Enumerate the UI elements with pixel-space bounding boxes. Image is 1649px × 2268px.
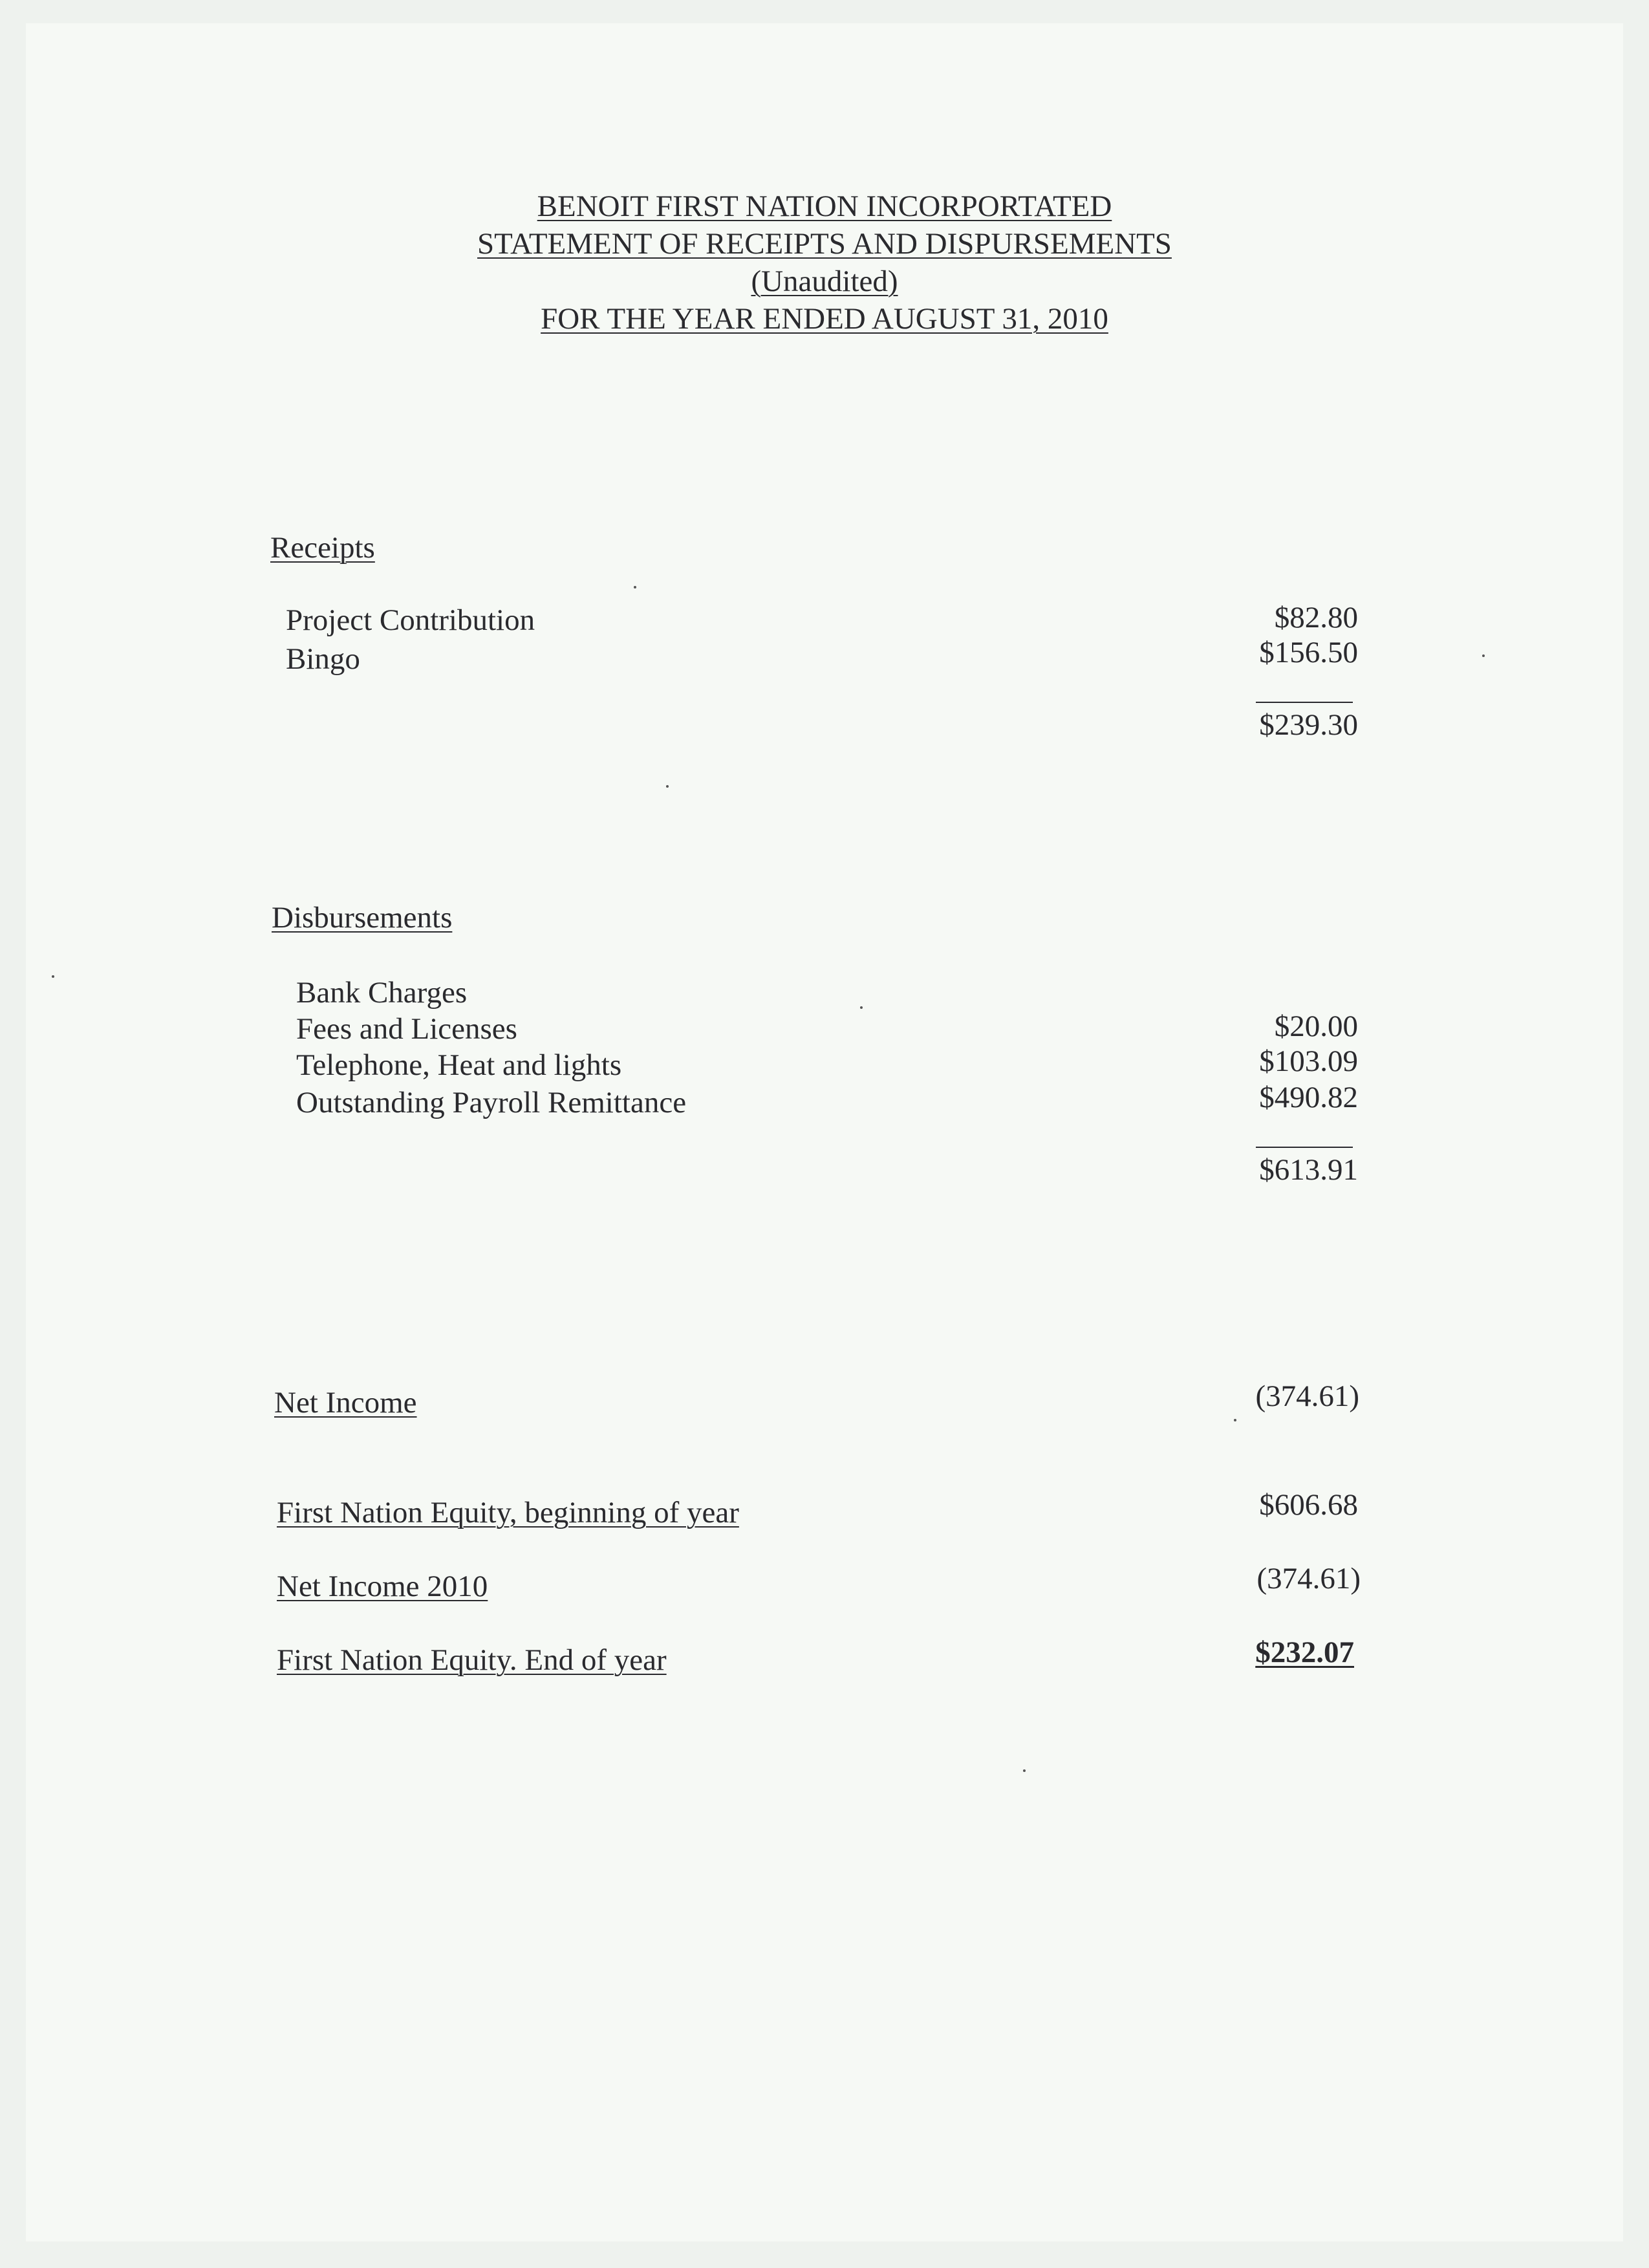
audit-status: (Unaudited) [751,265,898,298]
receipt-amount-bingo: $156.50 [1259,636,1358,669]
disbursements-subtotal-rule [1256,1147,1353,1148]
receipts-subtotal-rule [1256,702,1353,703]
disbursement-label-payroll-remittance: Outstanding Payroll Remittance [296,1086,687,1119]
scan-speck [1234,1419,1236,1421]
period-ended: FOR THE YEAR ENDED AUGUST 31, 2010 [541,302,1108,336]
statement-title: STATEMENT OF RECEIPTS AND DISPURSEMENTS [477,227,1172,261]
net-income-2010-label: Net Income 2010 [277,1570,488,1603]
net-income-label: Net Income [274,1386,417,1420]
disbursement-label-telephone-heat-lights: Telephone, Heat and lights [296,1048,622,1082]
equity-end-label: First Nation Equity. End of year [277,1643,667,1677]
net-income-value: (374.61) [1255,1379,1359,1413]
equity-begin-label: First Nation Equity, beginning of year [277,1496,739,1529]
receipts-total: $239.30 [1259,708,1358,742]
receipt-amount-project-contribution: $82.80 [1274,601,1358,634]
disbursement-label-fees-licenses: Fees and Licenses [296,1012,517,1046]
scan-speck [666,785,669,788]
equity-end-value [1095,1634,1354,1671]
scan-speck [1023,1769,1026,1772]
disbursement-label-bank-charges: Bank Charges [296,976,468,1010]
scan-speck [860,1006,863,1009]
company-name: BENOIT FIRST NATION INCORPORTATED [537,189,1112,223]
receipt-label-project-contribution: Project Contribution [286,603,535,637]
disbursement-amount-fees-licenses: $20.00 [1274,1010,1358,1043]
receipts-heading: Receipts [270,531,375,565]
scan-speck [1482,654,1485,657]
equity-end-amount: $232.07 [1255,1636,1354,1669]
disbursements-heading: Disbursements [272,901,453,934]
statement-header [0,188,1649,338]
disbursement-amount-payroll-remittance: $490.82 [1259,1081,1358,1114]
receipt-label-bingo: Bingo [286,642,360,676]
paper-sheet [26,23,1623,2241]
net-income-2010-value: (374.61) [1256,1562,1361,1595]
scan-speck [634,586,636,589]
equity-begin-value: $606.68 [1259,1488,1358,1522]
disbursement-amount-telephone-heat-lights: $103.09 [1259,1044,1358,1078]
disbursements-total: $613.91 [1259,1153,1358,1187]
scan-speck [52,975,54,978]
